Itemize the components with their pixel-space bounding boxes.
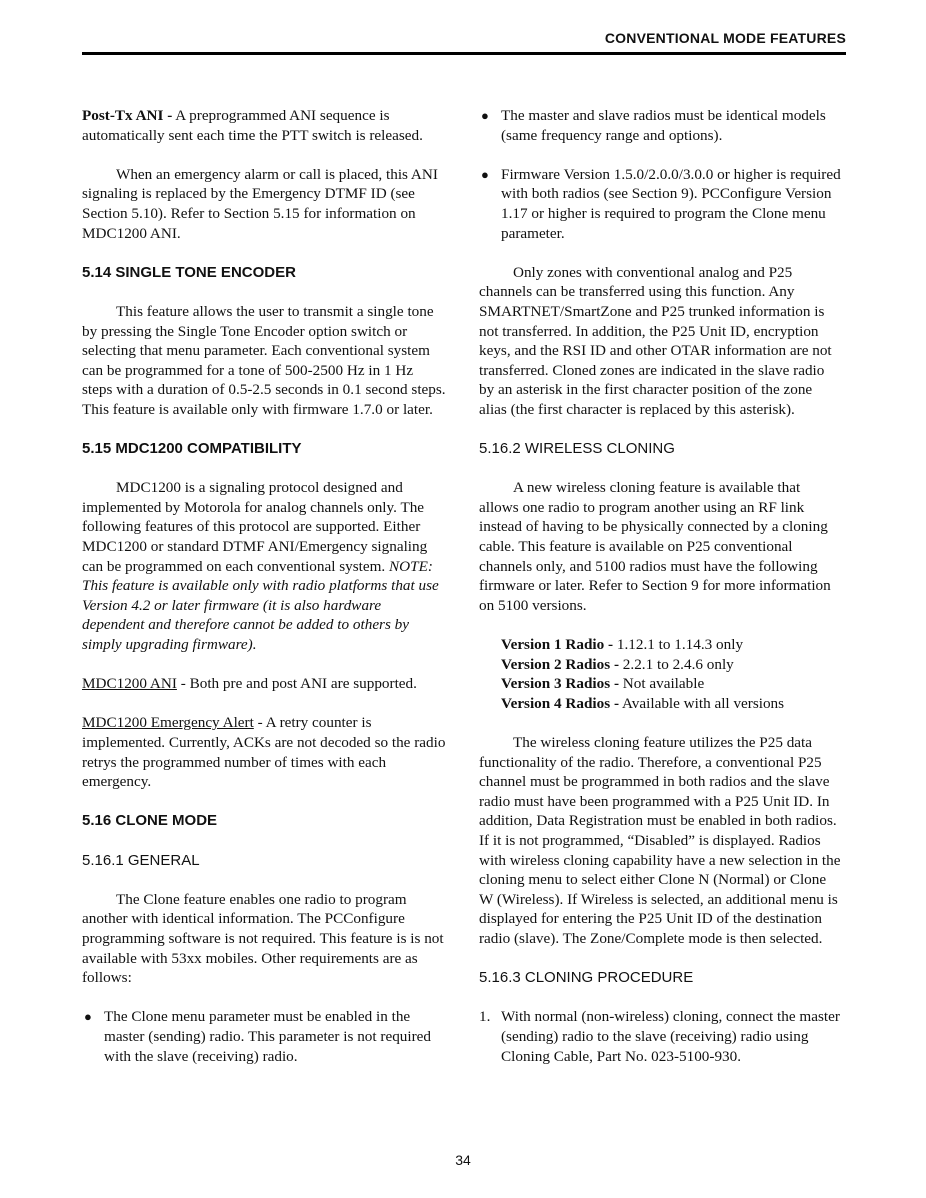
zones-paragraph: Only zones with conventional analog and P25 channels can be transferred using this function. Any SMARTNET/SmartZone and P25 trunked information is not transferred. In addition, the P25 Unit ID, encryption keys, and the RSI ID and other OTAR information are not transferred. Cloned zones are indicated in the slave radio by an asterisk in the first character position of the zone alias (the first character is replaced by this asterisk).	[479, 263, 832, 418]
left-column	[82, 106, 446, 1086]
list-item: 1. With normal (non-wireless) cloning, connect the master (sending) radio to the slave (receiving) radio using Cloning Cable, Part No. 023-5100-930.	[479, 1008, 840, 1065]
mdc1200-note: NOTE: This feature is available only with radio platforms that use Version 4.2 or later firmware (it is also hardware dependent and therefore cannot be added to others by simply upgrading firmware).	[82, 557, 439, 654]
wireless-cloning-paragraph: A new wireless cloning feature is available that allows one radio to program another using an RF link instead of having to be physically connected by a cloning cable. This feature is available on P25 conventional channels only, and 5100 radios must have the following firmware or later. Refer to Section 9 for more information on 5100 versions.	[479, 479, 831, 614]
version-row: Version 1 Radio - 1.12.1 to 1.14.3 only	[501, 636, 744, 654]
section-5-16-1-heading: 5.16.1 GENERAL	[82, 851, 200, 869]
list-item: ● The master and slave radios must be identical models (same frequency range and options).	[481, 107, 826, 144]
single-tone-paragraph: This feature allows the user to transmit a single tone by pressing the Single Tone Encoder option switch or selecting that menu parameter. Each conventional system can be programmed for a tone of 500-2500 Hz in 1 Hz steps with a duration of 0.5-2.5 seconds in 0.1 second steps. This feature is available only with firmware 1.7.0 or later.	[82, 302, 446, 418]
post-tx-ani-term: Post-Tx ANI -	[82, 107, 173, 124]
right-column	[479, 106, 843, 1086]
clone-general-paragraph: The Clone feature enables one radio to program another with identical information. The PCConfigure programming software is not required. This feature is is not available with 53xx mobiles. Other requirements are as follows:	[82, 890, 444, 987]
version-row: Version 2 Radios - 2.2.1 to 2.4.6 only	[501, 655, 734, 673]
version-row: Version 3 Radios - Not available	[501, 675, 705, 693]
wireless-utilizes-paragraph: The wireless cloning feature utilizes the P25 data functionality of the radio. Therefore, a conventional P25 channel must be programmed in both radios and the slave radio must have been programmed with a P25 Unit ID. In addition, Data Registration must be enabled in both radios. If it is not programmed, “Disabled” is displayed. Radios with wireless cloning capability have a new selection in the cloning menu to select either Clone N (Normal) or Clone W (Wireless). If Wireless is selected, an additional menu is displayed for entering the P25 Unit ID of the destination radio (slave). The Zone/Complete mode is then selected.	[479, 734, 841, 947]
clone-requirements-list-cont	[479, 106, 843, 243]
mdc1200-emergency-paragraph: MDC1200 Emergency Alert - A retry counter is implemented. Currently, ACKs are not decoded so the radio retrys the programmed number of times with each emergency.	[82, 714, 446, 791]
bullet-icon: ●	[84, 1009, 92, 1025]
clone-requirements-list	[82, 1007, 446, 1066]
mdc1200-emergency-term: MDC1200 Emergency Alert	[82, 714, 254, 732]
section-5-16-2-heading: 5.16.2 WIRELESS CLONING	[479, 440, 675, 458]
list-item: ● Firmware Version 1.5.0/2.0.0/3.0.0 or higher is required with both radios (see Section 9). PCConfigure Version 1.17 or higher is required to program the Clone menu parameter.	[481, 165, 841, 242]
page-number: 34	[455, 1152, 471, 1168]
emergency-paragraph: When an emergency alarm or call is placed, this ANI signaling is replaced by the Emergency DTMF ID (see Section 5.10). Refer to Section 5.15 for information on MDC1200 ANI.	[82, 165, 438, 242]
mdc1200-paragraph: MDC1200 is a signaling protocol designed and implemented by Motorola for analog channels only. The following features of this protocol are supported. Either MDC1200 or standard DTMF ANI/Emergency signaling can be programmed on each conventional system. NOTE: This feature is available only with radio platforms that use Version 4.2 or later firmware (it is also hardware dependent and therefore cannot be added to others by simply upgrading firmware).	[82, 479, 439, 654]
page-header	[82, 28, 846, 55]
mdc1200-ani-term: MDC1200 ANI	[82, 675, 177, 693]
bullet-icon: ●	[481, 166, 489, 182]
section-5-15-heading: 5.15 MDC1200 COMPATIBILITY	[82, 440, 302, 458]
section-5-16-heading: 5.16 CLONE MODE	[82, 812, 218, 830]
version-list	[479, 635, 843, 713]
version-row: Version 4 Radios - Available with all versions	[501, 694, 785, 712]
section-5-16-3-heading: 5.16.3 CLONING PROCEDURE	[479, 969, 694, 987]
cloning-procedure-list	[479, 1007, 843, 1066]
header-title: CONVENTIONAL MODE FEATURES	[604, 30, 846, 46]
bullet-icon: ●	[481, 108, 489, 123]
post-tx-ani-paragraph: Post-Tx ANI - A preprogrammed ANI sequence is automatically sent each time the PTT switch is released.	[82, 107, 423, 144]
list-item: ● The Clone menu parameter must be enabled in the master (sending) radio. This parameter is not required with the slave (receiving) radio.	[84, 1008, 431, 1065]
mdc1200-ani-paragraph: MDC1200 ANI - Both pre and post ANI are supported.	[82, 675, 417, 693]
section-5-14-heading: 5.14 SINGLE TONE ENCODER	[82, 263, 296, 281]
